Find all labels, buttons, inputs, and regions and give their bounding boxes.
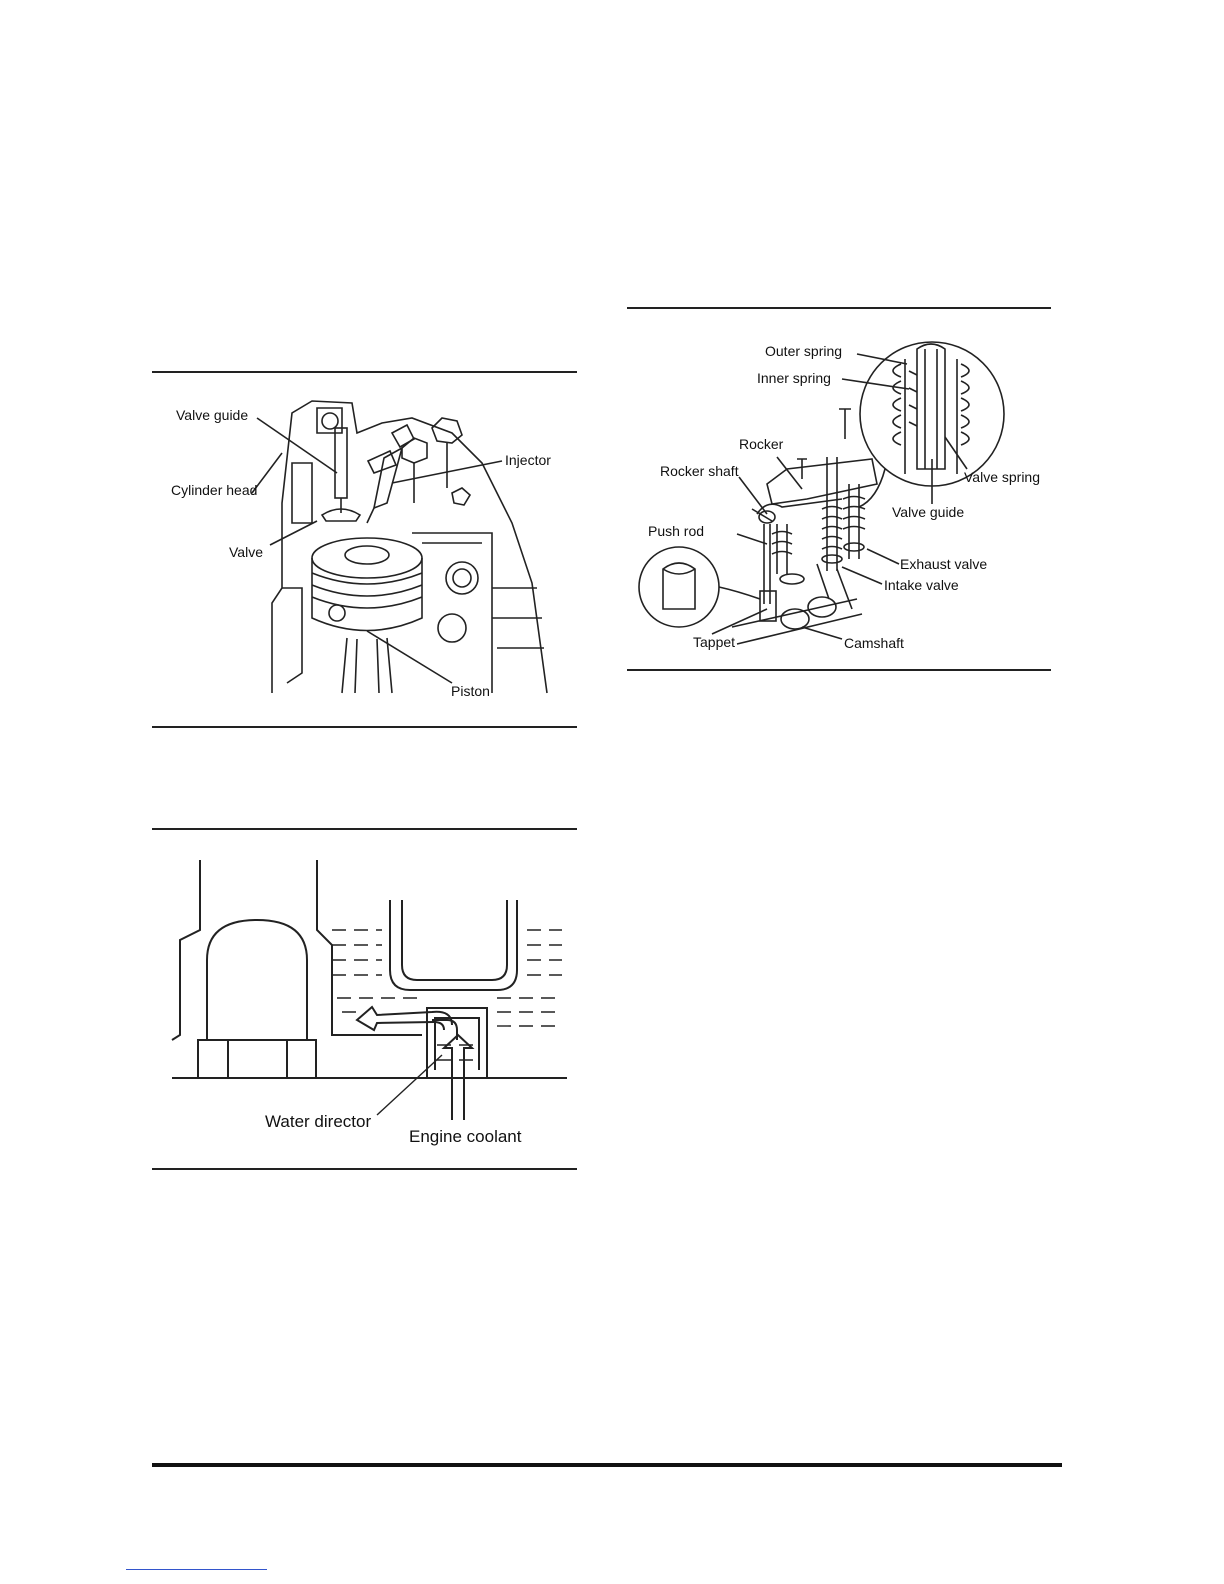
label-push-rod: Push rod: [648, 523, 705, 539]
figure-cylinder-head: [152, 371, 577, 728]
label-valve-guide: Valve guide: [176, 407, 249, 423]
label-valve-guide-2: Valve guide: [892, 504, 965, 520]
label-valve: Valve: [229, 544, 263, 560]
label-injector: Injector: [505, 452, 551, 468]
label-inner-spring: Inner spring: [757, 370, 831, 386]
label-camshaft: Camshaft: [844, 635, 904, 651]
label-intake-valve: Intake valve: [884, 577, 959, 593]
figure-water-director: [152, 828, 577, 1170]
figure-valve-train: [627, 307, 1051, 671]
label-exhaust-valve: Exhaust valve: [900, 556, 988, 572]
label-valve-spring: Valve spring: [964, 469, 1041, 485]
label-engine-coolant: Engine coolant: [409, 1127, 522, 1146]
label-piston: Piston: [451, 683, 490, 699]
label-rocker-shaft: Rocker shaft: [660, 463, 739, 479]
cylinder-head-illustration: [152, 373, 577, 730]
valve-train-illustration: [627, 309, 1051, 673]
label-rocker: Rocker: [739, 436, 784, 452]
label-water-director: Water director: [265, 1112, 372, 1131]
label-cylinder-head: Cylinder head: [171, 482, 258, 498]
label-tappet: Tappet: [693, 634, 736, 650]
footer-rule: [152, 1463, 1062, 1467]
footer-link-underline[interactable]: [126, 1555, 267, 1570]
label-outer-spring: Outer spring: [765, 343, 843, 359]
